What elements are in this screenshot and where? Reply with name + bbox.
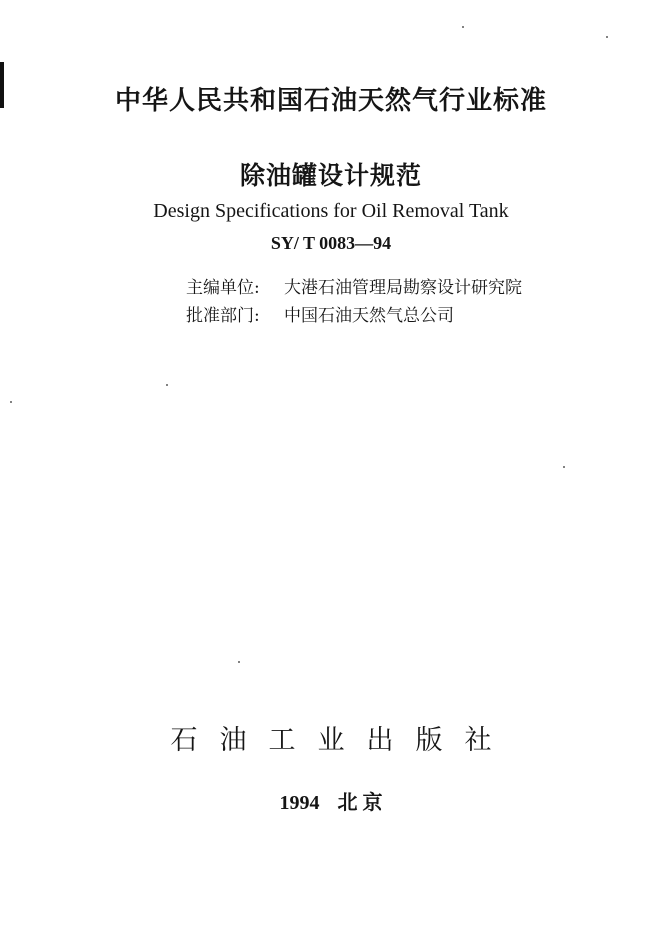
document-title-english: Design Specifications for Oil Removal Tank xyxy=(153,200,509,222)
standard-number: SY/ T 0083—94 xyxy=(270,233,392,253)
approver-row xyxy=(186,301,454,326)
publisher-name: 石油工业出版社 xyxy=(170,725,514,756)
editor-label: 主编单位: xyxy=(186,278,260,298)
approver-label: 批准部门: xyxy=(186,306,260,326)
editor-value: 大港石油管理局勘察设计研究院 xyxy=(284,278,522,298)
scan-speck xyxy=(10,401,12,403)
scan-speck xyxy=(563,466,565,468)
scan-speck xyxy=(238,661,240,663)
approver-value: 中国石油天然气总公司 xyxy=(284,306,454,326)
scan-speck xyxy=(606,36,608,38)
scan-speck xyxy=(166,384,168,386)
series-title: 中华人民共和国石油天然气行业标准 xyxy=(114,86,547,116)
editor-row xyxy=(186,273,522,298)
imprint-line xyxy=(0,786,662,815)
publication-year: 1994 xyxy=(279,792,320,814)
publication-city: 北 京 xyxy=(337,792,383,814)
scan-speck xyxy=(462,26,464,28)
document-title: 除油罐设计规范 xyxy=(239,161,422,190)
